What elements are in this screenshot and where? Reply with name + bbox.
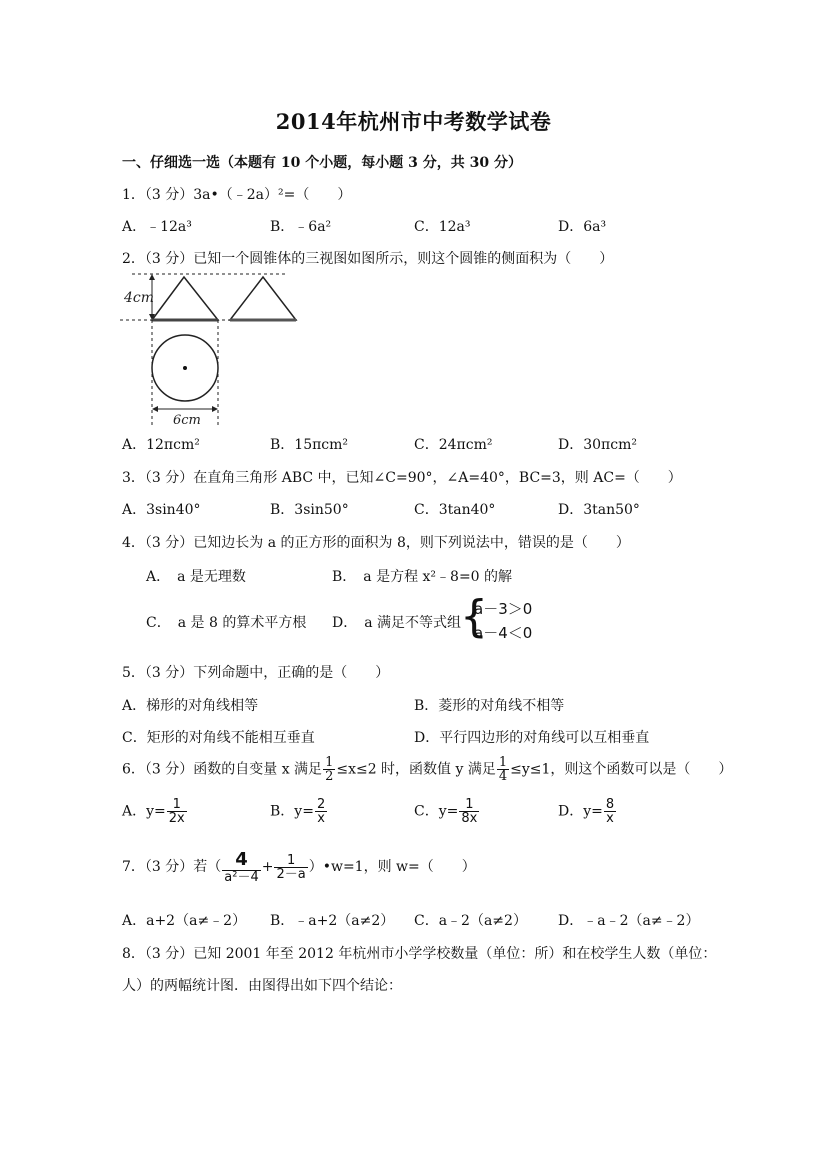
q2-stem: 2．（3 分）已知一个圆锥体的三视图如图所示，则这个圆锥的侧面积为（ ）	[122, 251, 614, 267]
q7-stem	[122, 850, 476, 884]
q8-stem-line-1: 8．（3 分）已知 2001 年至 2012 年杭州市小学学校数量（单位：所）和在校学生人数（单位：	[122, 946, 717, 962]
q6-d-num: 8	[605, 797, 615, 812]
q5-option-b: B．菱形的对角线不相等	[414, 698, 565, 714]
q6-a-label: A．y=	[122, 803, 166, 820]
q6-fraction-2	[497, 756, 509, 783]
page-title: 2014年杭州市中考数学试卷	[275, 109, 552, 134]
q6-option-a	[122, 798, 188, 825]
q3-option-a: A．3sin40°	[122, 502, 201, 518]
q6-b-fraction	[315, 798, 327, 825]
q7-text-1: 7．（3 分）若（	[122, 859, 222, 875]
q6-text-3: ≤y≤1，则这个函数可以是（ ）	[510, 761, 733, 778]
q6-b-den: x	[317, 811, 325, 826]
q6-option-d	[558, 798, 617, 825]
q6-a-fraction	[167, 798, 187, 825]
q1-option-a: A．﹣12a³	[122, 219, 192, 235]
q7-text-2: ）•w=1，则 w=（ ）	[308, 859, 476, 875]
q6-b-label: B．y=	[270, 803, 314, 820]
q7-f1-den: a²－4	[224, 870, 259, 885]
q7-f2-num: 1	[274, 854, 307, 868]
q6-d-den: x	[606, 811, 614, 826]
q2-option-b: B．15πcm²	[270, 437, 349, 453]
q4-option-c: C． a 是 8 的算术平方根	[146, 615, 307, 631]
q7-f1-num: 4	[222, 850, 260, 871]
q6-c-label: C．y=	[414, 803, 459, 820]
q4-option-a: A． a 是无理数	[146, 569, 246, 585]
q3-option-b: B．3sin50°	[270, 502, 349, 518]
brace-symbol: {	[460, 591, 488, 642]
q6-c-num: 1	[459, 798, 479, 812]
q8-stem-line-2: 人）的两幅统计图．由图得出如下四个结论：	[122, 978, 402, 994]
q6-c-fraction	[459, 798, 479, 825]
q6-a-den: 2x	[168, 811, 185, 826]
q6-f2-den: 4	[498, 769, 508, 784]
q6-b-num: 2	[316, 797, 326, 812]
q5-option-a: A．梯形的对角线相等	[122, 698, 259, 714]
q6-fraction-1	[323, 756, 335, 783]
q6-text-1: 6．（3 分）函数的自变量 x 满足	[122, 761, 323, 778]
q7-f2-den: 2－a	[276, 866, 306, 882]
q7-option-a: A．a+2（a≠﹣2）	[122, 913, 247, 929]
inequality-system	[460, 591, 550, 646]
q1-option-b: B．﹣6a²	[270, 219, 332, 235]
q7-option-b: B．﹣a+2（a≠2）	[270, 913, 395, 929]
q6-option-b	[270, 798, 328, 825]
q6-d-fraction	[604, 798, 616, 825]
width-label: 6cm	[173, 413, 201, 428]
q6-a-num: 1	[167, 798, 187, 812]
q4-stem: 4．（3 分）已知边长为 a 的正方形的面积为 8，则下列说法中，错误的是（ ）	[122, 535, 630, 551]
q3-option-c: C．3tan40°	[414, 502, 496, 518]
q7-fraction-1	[222, 850, 260, 884]
section-heading: 一、仔细选一选（本题有 10 个小题，每小题 3 分，共 30 分）	[122, 155, 522, 171]
q7-plus: +	[261, 859, 274, 875]
q2-option-a: A．12πcm²	[122, 437, 200, 453]
q5-option-d: D．平行四边形的对角线可以互相垂直	[414, 730, 650, 746]
q7-fraction-2	[274, 854, 307, 881]
q1-stem: 1．（3 分）3a•（﹣2a）²=（ ）	[122, 187, 352, 203]
q6-text-2: ≤x≤2 时，函数值 y 满足	[336, 761, 496, 778]
height-label: 4cm	[124, 290, 155, 306]
q3-option-d: D．3tan50°	[558, 502, 640, 518]
q4-option-d: D． a 满足不等式组	[332, 615, 462, 631]
q2-option-d: D．30πcm²	[558, 437, 637, 453]
q1-option-c: C．12a³	[414, 219, 471, 235]
inequality-2: a－4＜0	[474, 624, 533, 642]
q6-option-c	[414, 798, 480, 825]
q3-stem: 3．（3 分）在直角三角形 ABC 中，已知∠C=90°，∠A=40°，BC=3，则 AC=（ ）	[122, 470, 682, 486]
q7-option-c: C．a﹣2（a≠2）	[414, 913, 527, 929]
q4-option-b: B． a 是方程 x²﹣8=0 的解	[332, 569, 513, 585]
q6-f1-num: 1	[325, 755, 334, 770]
q5-stem: 5．（3 分）下列命题中，正确的是（ ）	[122, 665, 390, 681]
q1-option-d: D．6a³	[558, 219, 607, 235]
three-view-figure	[118, 268, 308, 428]
q6-f2-num: 1	[498, 755, 508, 770]
q7-option-d: D．﹣a﹣2（a≠﹣2）	[558, 913, 700, 929]
q6-f1-den: 2	[325, 769, 334, 784]
q6-c-den: 8x	[461, 811, 478, 826]
q5-option-c: C．矩形的对角线不能相互垂直	[122, 730, 315, 746]
q6-d-label: D．y=	[558, 803, 603, 820]
inequality-1: a－3＞0	[474, 600, 533, 618]
q6-stem	[122, 756, 732, 783]
q2-option-c: C．24πcm²	[414, 437, 493, 453]
